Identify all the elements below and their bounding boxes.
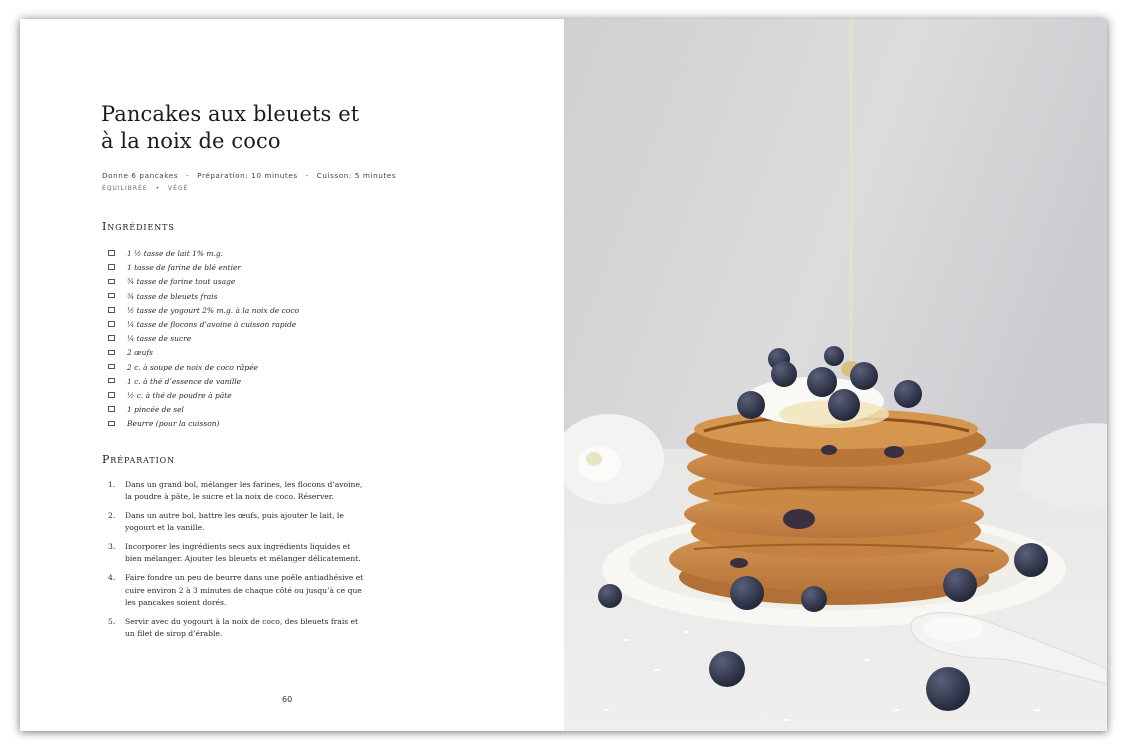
ingredient-item: 2 œufs: [108, 346, 299, 360]
checkbox-icon[interactable]: [108, 421, 115, 427]
ingredient-item: ½ tasse de yogourt 2% m.g. à la noix de coco: [108, 304, 299, 318]
recipe-yield: Donne 6 pancakes: [102, 171, 179, 180]
checkbox-icon[interactable]: [108, 364, 115, 370]
step-text: Dans un autre bol, battre les œufs, puis ajouter le lait, le yogourt et la vanille.: [125, 511, 344, 533]
checkbox-icon[interactable]: [108, 406, 115, 412]
ingredients-heading: Ingrédients: [102, 220, 175, 233]
step-text: Faire fondre un peu de beurre dans une poêle antiadhésive et cuire environ 2 à 3 minutes de chaque côté ou jusqu’à ce que les pancakes soient dorés.: [125, 573, 364, 607]
meta-separator: -: [305, 171, 309, 180]
ingredient-item: 1 pincée de sel: [108, 403, 299, 417]
recipe-title-line-1: Pancakes aux bleuets et: [101, 102, 360, 126]
checkbox-icon[interactable]: [108, 378, 115, 384]
preparation-step: [108, 616, 383, 641]
ingredient-item: ½ c. à thé de poudre à pâte: [108, 389, 299, 403]
ingredient-item: ¼ tasse de sucre: [108, 332, 299, 346]
pancake-photo: [564, 19, 1107, 731]
ingredient-item: 2 c. à soupe de noix de coco râpée: [108, 361, 299, 375]
checkbox-icon[interactable]: [108, 250, 115, 256]
checkbox-icon[interactable]: [108, 279, 115, 285]
ingredients-list: [108, 247, 299, 431]
recipe-title: [101, 101, 359, 155]
preparation-step: [108, 510, 383, 535]
pancake-illustration: [564, 19, 1107, 731]
checkbox-icon[interactable]: [108, 392, 115, 398]
step-number: 4.: [108, 573, 116, 583]
tag-separator: •: [155, 185, 161, 192]
recipe-tags: [102, 185, 188, 192]
preparation-step: [108, 572, 383, 609]
preparation-step: [108, 541, 383, 566]
preparation-steps: [108, 479, 383, 647]
ingredient-item: ¾ tasse de bleuets frais: [108, 290, 299, 304]
checkbox-icon[interactable]: [108, 307, 115, 313]
book-spread: [20, 19, 1107, 731]
step-number: 5.: [108, 616, 116, 626]
preparation-heading: Préparation: [102, 453, 176, 466]
step-number: 3.: [108, 542, 116, 552]
ingredient-item: 1 ½ tasse de lait 1% m.g.: [108, 247, 299, 261]
recipe-meta: [102, 171, 396, 180]
step-text: Servir avec du yogourt à la noix de coco, des bleuets frais et un filet de sirop d’érable.: [125, 616, 359, 638]
step-text: Incorporer les ingrédients secs aux ingrédients liquides et bien mélanger. Ajouter les bleuets et mélanger délicatement.: [125, 542, 361, 564]
checkbox-icon[interactable]: [108, 264, 115, 270]
recipe-page: [20, 19, 564, 731]
ingredient-item: 1 c. à thé d’essence de vanille: [108, 375, 299, 389]
step-text: Dans un grand bol, mélanger les farines, les flocons d’avoine, la poudre à pâte, le sucre et la noix de coco. Réserver.: [125, 480, 363, 502]
step-number: 2.: [108, 511, 116, 521]
tag-vege: VÉGÉ: [168, 185, 189, 192]
checkbox-icon[interactable]: [108, 293, 115, 299]
ingredient-item: ¾ tasse de farine tout usage: [108, 275, 299, 289]
recipe-title-line-2: à la noix de coco: [101, 129, 281, 153]
recipe-prep-time: Préparation: 10 minutes: [197, 171, 298, 180]
recipe-cook-time: Cuisson: 5 minutes: [316, 171, 397, 180]
ingredient-item: Beurre (pour la cuisson): [108, 417, 299, 431]
ingredient-item: 1 tasse de farine de blé entier: [108, 261, 299, 275]
step-number: 1.: [108, 480, 116, 489]
checkbox-icon[interactable]: [108, 321, 115, 327]
preparation-step: [108, 479, 383, 504]
meta-separator: -: [186, 171, 190, 180]
tag-equilibree: ÉQUILIBRÉE: [102, 185, 148, 192]
checkbox-icon[interactable]: [108, 335, 115, 341]
ingredient-item: ¼ tasse de flocons d’avoine à cuisson rapide: [108, 318, 299, 332]
checkbox-icon[interactable]: [108, 350, 115, 356]
page-number: 60: [282, 695, 293, 704]
